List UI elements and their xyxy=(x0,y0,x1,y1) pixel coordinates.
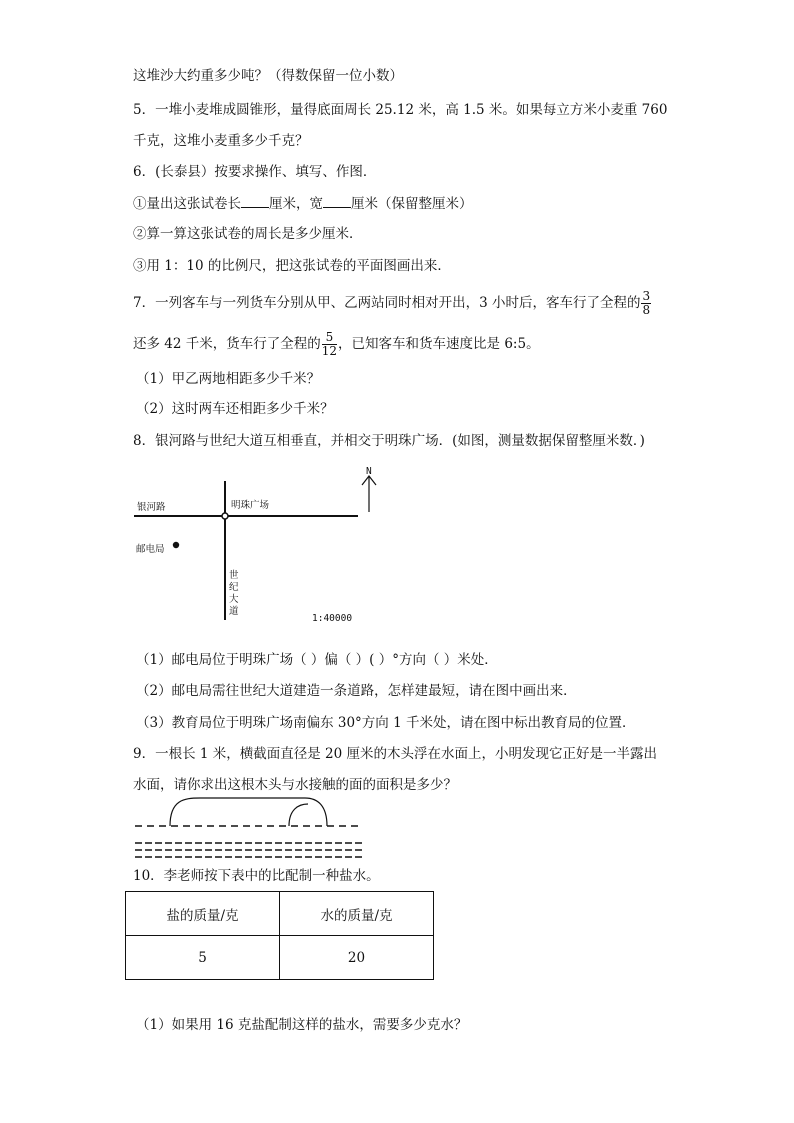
q7-sub1: （1）甲乙两地相距多少千米？ xyxy=(136,371,321,387)
q6-step3: ③用 1：10 的比例尺，把这张试卷的平面图画出来． xyxy=(133,258,451,274)
q10-sub1: （1）如果用 16 克盐配制这样的盐水，需要多少克水？ xyxy=(136,1017,468,1033)
scale-label: 1:40000 xyxy=(312,613,353,624)
q8-sub2: （2）邮电局需往世纪大道建造一条道路，怎样建最短，请在图中画出来． xyxy=(136,683,577,699)
q6-title: 6．(长泰县）按要求操作、填写、作图． xyxy=(133,164,377,180)
salt-water-table xyxy=(125,891,434,980)
north-label: N xyxy=(366,466,372,477)
q8-title: 8．银河路与世纪大道互相垂直，并相交于明珠广场．(如图，测量数据保留整厘米数．) xyxy=(133,433,645,449)
post-office-label: 邮电局 xyxy=(136,544,165,555)
q5-line2: 千克，这堆小麦重多少千克？ xyxy=(133,133,309,149)
q5-line1: 5．一堆小麦堆成圆锥形，量得底面周长 25.12 米，高 1.5 米。如果每立方米小麦重 760 xyxy=(133,102,668,118)
q7-line2-post: ，已知客车和货车速度比是 6:5。 xyxy=(338,336,540,352)
table-cell: 5 xyxy=(126,936,280,980)
fraction-denominator: 12 xyxy=(321,344,338,358)
q6-step1-c: 厘米（保留整厘米） xyxy=(351,196,473,212)
q4-tail: 这堆沙大约重多少吨？（得数保留一位小数） xyxy=(133,68,403,84)
yinhe-road-label: 银河路 xyxy=(137,502,166,513)
square-label: 明珠广场 xyxy=(231,500,270,511)
table-header-cell: 盐的质量/克 xyxy=(126,892,280,936)
q6-step1-a: ①量出这张试卷长 xyxy=(133,196,241,212)
avenue-label-char: 世 xyxy=(229,570,239,581)
table-header-cell: 水的质量/克 xyxy=(280,892,434,936)
avenue-label-char: 大 xyxy=(229,594,239,605)
log-outline xyxy=(170,798,327,826)
q6-step2: ②算一算这张试卷的周长是多少厘米． xyxy=(133,226,363,242)
fraction-denominator: 8 xyxy=(642,303,651,317)
table-header-row xyxy=(126,892,434,936)
avenue-label-char: 纪 xyxy=(229,582,239,593)
fraction-numerator: 3 xyxy=(642,289,651,303)
q7-line2-pre: 还多 42 千米，货车行了全程的 xyxy=(133,336,321,352)
q8-sub1: （1）邮电局位于明珠广场（ ）偏（ ）( ）°方向（ ）米处． xyxy=(136,652,498,668)
q9-line2: 水面，请你求出这根木头与水接触的面的面积是多少？ xyxy=(133,777,457,793)
fraction-numerator: 5 xyxy=(322,331,337,345)
q10-title: 10．李老师按下表中的比配制一种盐水。 xyxy=(133,868,380,884)
q7-sub2: （2）这时两车还相距多少千米？ xyxy=(136,401,334,417)
avenue-label-char: 道 xyxy=(229,606,239,617)
q8-sub3: （3）教育局位于明珠广场南偏东 30°方向 1 千米处，请在图中标出教育局的位置． xyxy=(136,715,636,731)
q6-step1-b: 厘米，宽 xyxy=(269,196,323,212)
log-end-arc xyxy=(289,804,308,826)
q7-line1-text: 7．一列客车与一列货车分别从甲、乙两站同时相对开出，3 小时后，客车行了全程的 xyxy=(133,295,641,311)
table-cell: 20 xyxy=(280,936,434,980)
q9-line1: 9．一根长 1 米，横截面直径是 20 厘米的木头浮在水面上，小明发现它正好是一半露出 xyxy=(133,746,658,762)
table-row xyxy=(126,936,434,980)
